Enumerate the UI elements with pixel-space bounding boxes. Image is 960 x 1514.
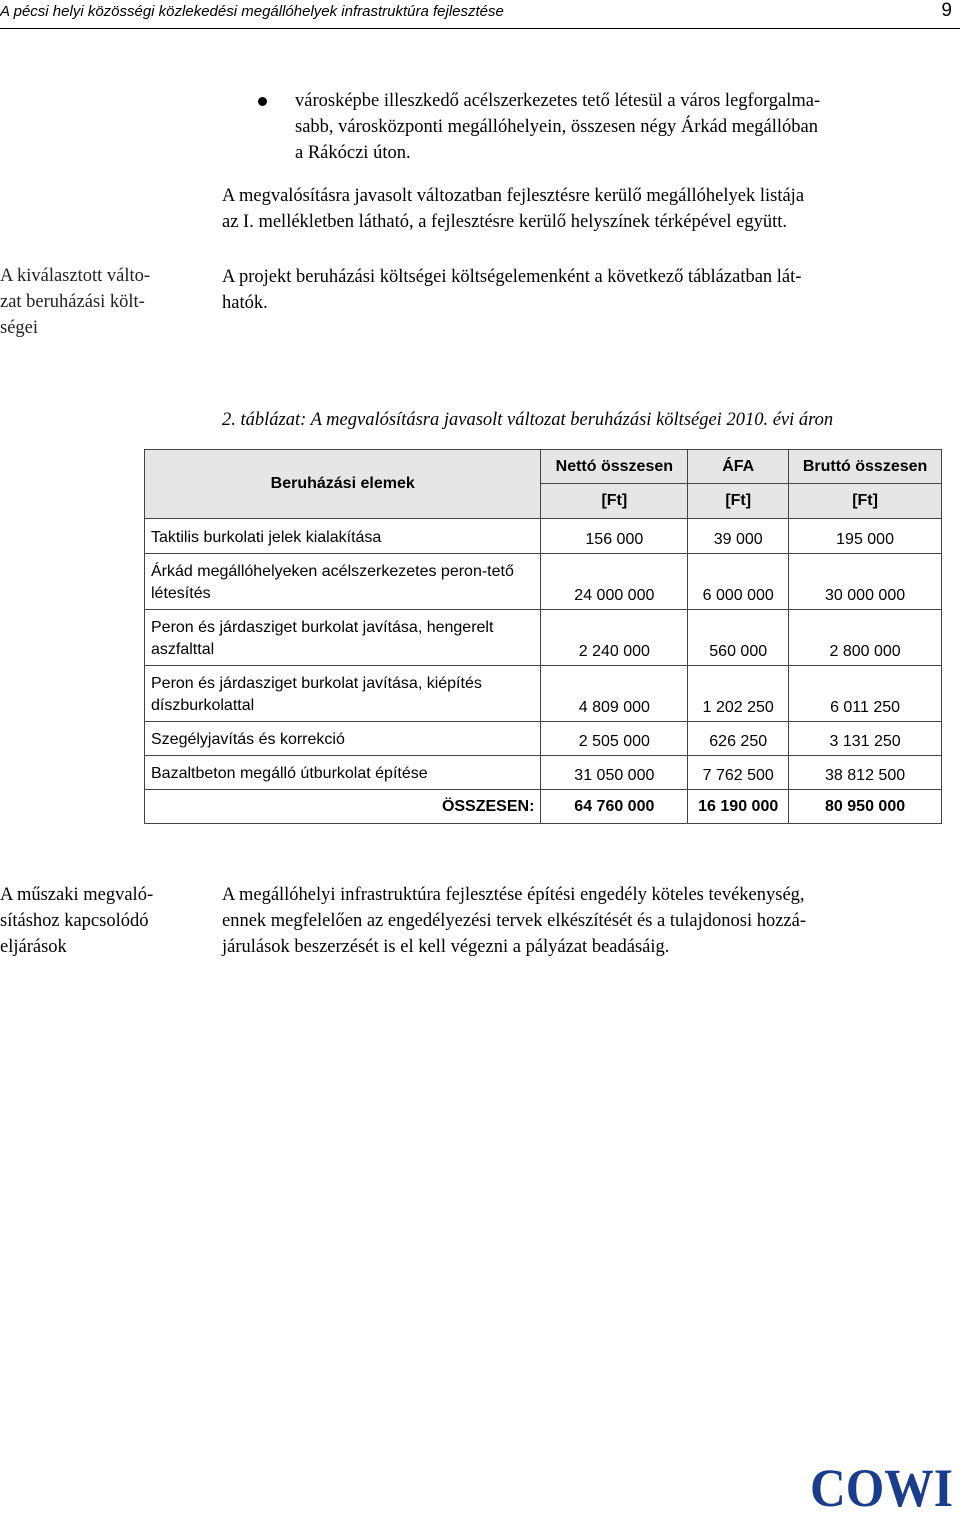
cell-net: 2 240 000 [541, 610, 688, 666]
cell-item: Bazaltbeton megálló útburkolat építése [145, 756, 541, 790]
column-header-gross: Bruttó összesen [789, 450, 942, 484]
text-line: A megállóhelyi infrastruktúra fejlesztése építési engedély köteles tevékenység, [222, 885, 805, 905]
cell-vat: 39 000 [688, 519, 789, 554]
cell-item: Szegélyjavítás és korrekció [145, 722, 541, 756]
text-line: A kiválasztott válto- [0, 266, 151, 286]
cell-total-vat: 16 190 000 [688, 790, 789, 824]
cell-gross: 195 000 [789, 519, 942, 554]
cell-vat: 626 250 [688, 722, 789, 756]
cost-table [144, 449, 942, 824]
cell-net: 156 000 [541, 519, 688, 554]
cell-vat: 7 762 500 [688, 756, 789, 790]
cell-item: Árkád megállóhelyeken acélszerkezetes peron-tető létesítés [145, 554, 541, 610]
page-number: 9 [941, 0, 952, 21]
text-line: sításhoz kapcsolódó [0, 911, 149, 931]
cell-item: Taktilis burkolati jelek kialakítása [145, 519, 541, 554]
table-row [145, 756, 942, 790]
text-line: eljárások [0, 937, 67, 957]
cell-gross: 2 800 000 [789, 610, 942, 666]
cell-gross: 38 812 500 [789, 756, 942, 790]
paragraph-costs-intro [222, 264, 942, 316]
cell-gross: 6 011 250 [789, 666, 942, 722]
margin-heading-costs [0, 263, 190, 341]
cell-item: Peron és járdasziget burkolat javítása, hengerelt aszfalttal [145, 610, 541, 666]
cell-vat: 560 000 [688, 610, 789, 666]
cell-total-label: ÖSSZESEN: [145, 790, 541, 824]
text-line: A projekt beruházási költségei költségelemenként a következő táblázatban lát- [222, 267, 802, 287]
text-line: az I. mellékletben látható, a fejlesztésre kerülő helyszínek térképével együtt. [222, 212, 788, 232]
table-row [145, 666, 942, 722]
logo-wordmark: COWI [810, 1458, 953, 1510]
bullet-paragraph [295, 88, 945, 166]
column-unit-vat: [Ft] [688, 484, 789, 519]
text-line: sabb, városközponti megállóhelyein, összesen négy Árkád megállóban [295, 117, 818, 137]
cell-net: 2 505 000 [541, 722, 688, 756]
table-caption: 2. táblázat: A megvalósításra javasolt változat beruházási költségei 2010. évi áron [222, 410, 834, 430]
cell-net: 24 000 000 [541, 554, 688, 610]
cell-net: 4 809 000 [541, 666, 688, 722]
header-divider [0, 28, 960, 29]
cell-gross: 30 000 000 [789, 554, 942, 610]
paragraph-permits [222, 882, 942, 960]
cell-gross: 3 131 250 [789, 722, 942, 756]
text-line: zat beruházási költ- [0, 292, 145, 312]
table-row [145, 554, 942, 610]
cell-total-gross: 80 950 000 [789, 790, 942, 824]
cell-total-net: 64 760 000 [541, 790, 688, 824]
text-line: A megvalósításra javasolt változatban fejlesztésre kerülő megállóhelyek listája [222, 186, 805, 206]
margin-heading-procedures [0, 882, 200, 960]
text-line: a Rákóczi úton. [295, 143, 411, 163]
text-line: városképbe illeszkedő acélszerkezetes tető létesül a város legforgalma- [295, 91, 821, 111]
document-header-title: A pécsi helyi közösségi közlekedési megállóhelyek infrastruktúra fejlesztése [0, 3, 504, 20]
column-unit-gross: [Ft] [789, 484, 942, 519]
text-line: A műszaki megvaló- [0, 885, 154, 905]
table-row [145, 519, 942, 554]
cell-item: Peron és járdasziget burkolat javítása, kiépítés díszburkolattal [145, 666, 541, 722]
cell-vat: 1 202 250 [688, 666, 789, 722]
column-header-vat: ÁFA [688, 450, 789, 484]
column-header-item: Beruházási elemek [145, 450, 541, 519]
cowi-logo [810, 1458, 955, 1510]
table-row [145, 610, 942, 666]
text-line: hatók. [222, 293, 268, 313]
paragraph-stop-list [222, 183, 942, 235]
cell-vat: 6 000 000 [688, 554, 789, 610]
column-unit-net: [Ft] [541, 484, 688, 519]
text-line: ségei [0, 318, 39, 338]
table-row [145, 722, 942, 756]
column-header-net: Nettó összesen [541, 450, 688, 484]
text-line: járulások beszerzését is el kell végezni a pályázat beadásáig. [222, 937, 670, 957]
cell-net: 31 050 000 [541, 756, 688, 790]
text-line: ennek megfelelően az engedélyezési tervek elkészítését és a tulajdonosi hozzá- [222, 911, 807, 931]
table-total-row [145, 790, 942, 824]
bullet-point-icon [258, 97, 267, 106]
